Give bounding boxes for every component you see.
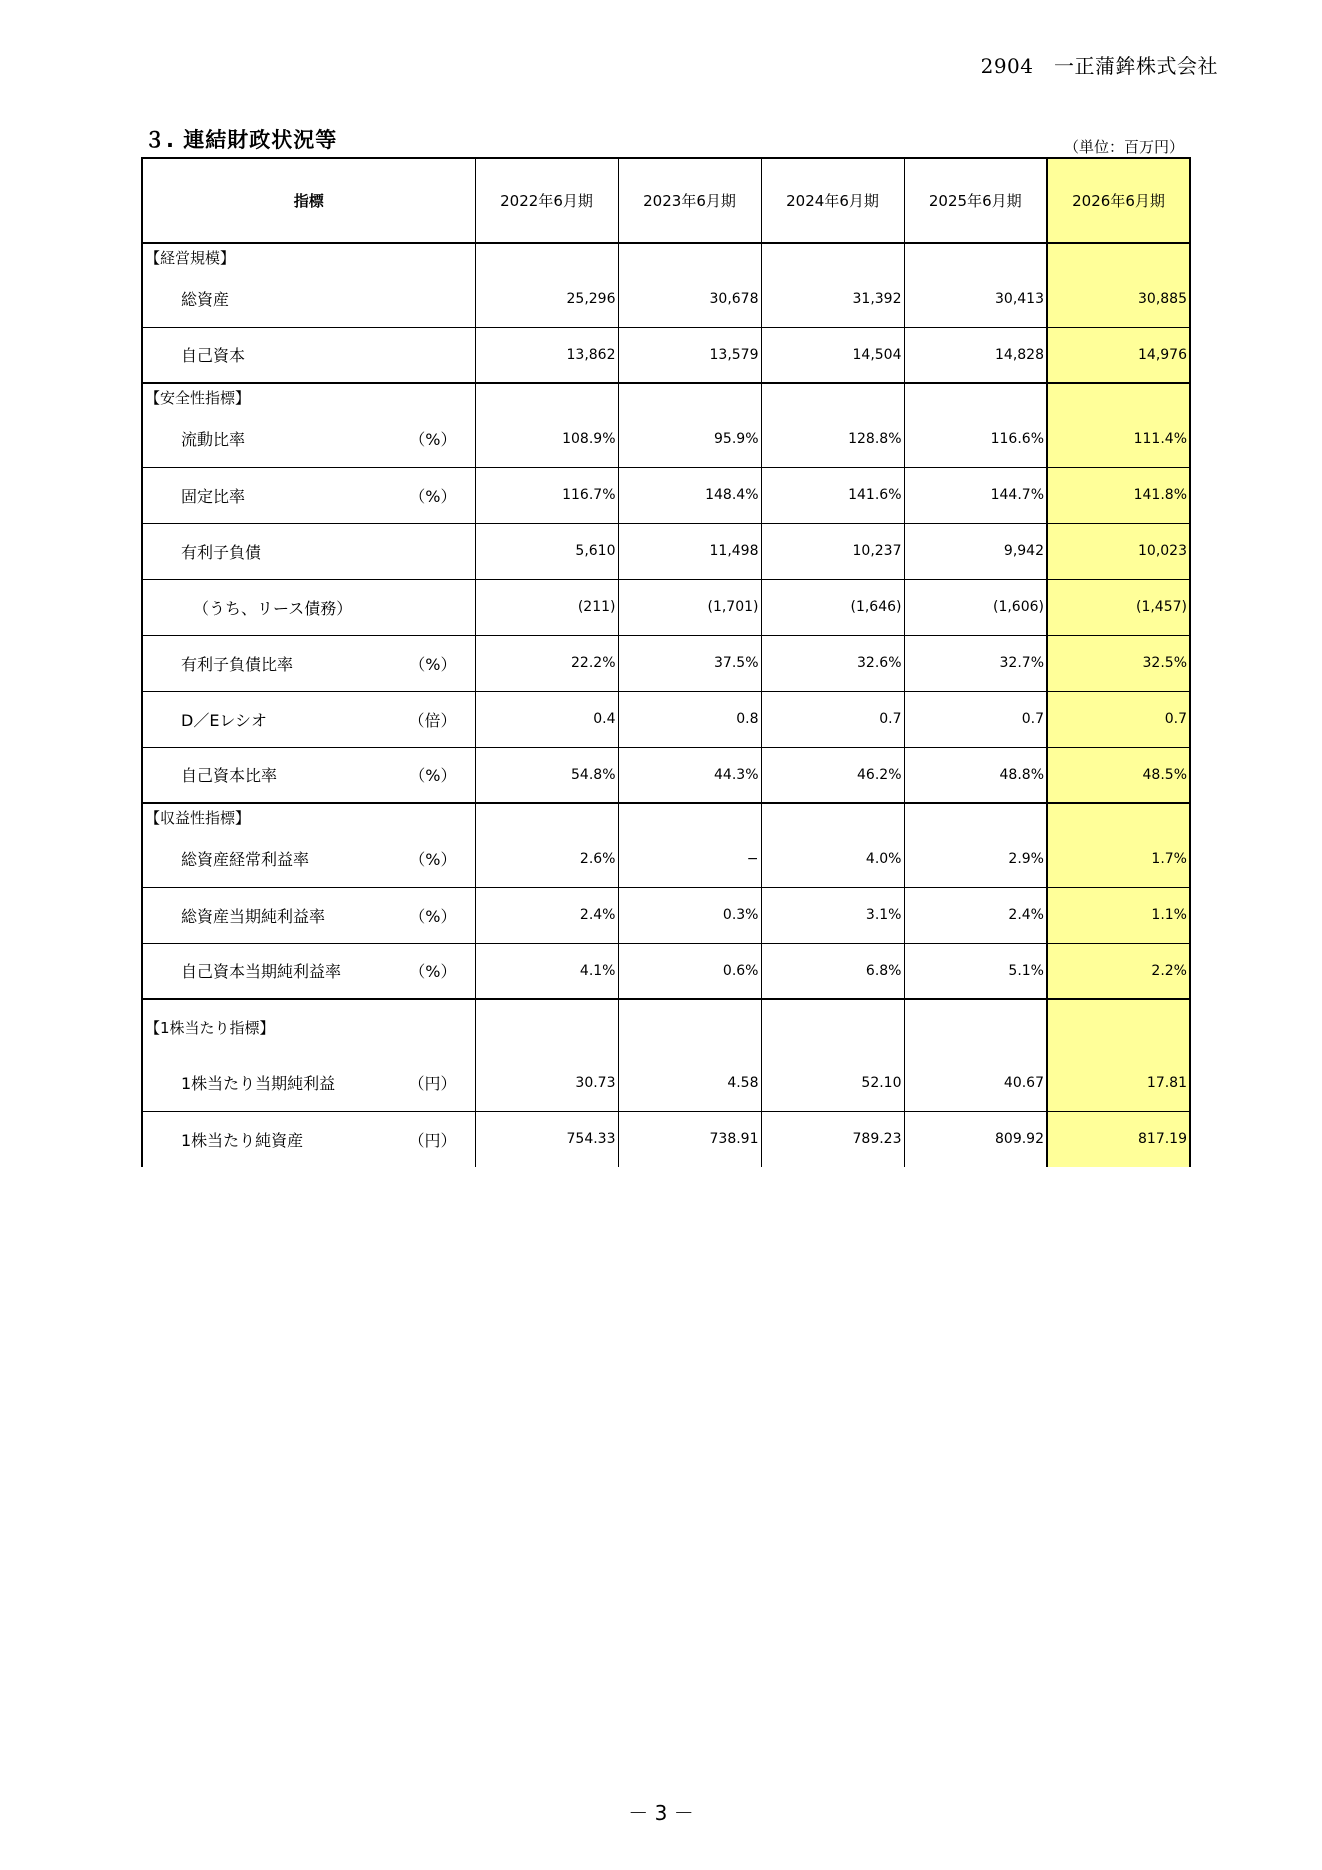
unit-label: （単位：百万円）: [1064, 138, 1185, 156]
row-label-cell: [142, 747, 475, 803]
table-body: [142, 243, 1190, 1167]
row-label-wrap: [143, 427, 475, 450]
row-unit: （%）: [409, 430, 457, 450]
value-cell: 30,885: [1047, 271, 1190, 327]
value-cell: 14,976: [1047, 327, 1190, 383]
row-label-wrap: [143, 596, 475, 619]
group-cell-highlight: [1047, 999, 1190, 1055]
row-label: 自己資本比率: [181, 766, 278, 786]
group-cell: [904, 999, 1047, 1055]
row-unit: （倍）: [408, 710, 457, 730]
group-cell: [761, 999, 904, 1055]
group-cell: [618, 383, 761, 411]
row-label: 総資産: [181, 290, 230, 310]
row-label-wrap: [143, 1128, 475, 1151]
row-unit: （%）: [409, 906, 457, 926]
group-row: [142, 803, 1190, 831]
group-cell-highlight: [1047, 243, 1190, 271]
value-cell: 30,413: [904, 271, 1047, 327]
row-label-cell: [142, 271, 475, 327]
value-cell: 32.6%: [761, 635, 904, 691]
row-label: 総資産当期純利益率: [181, 906, 326, 926]
table-header-row: [142, 158, 1190, 243]
value-cell: 48.8%: [904, 747, 1047, 803]
row-label-wrap: [143, 708, 475, 731]
table-row: [142, 271, 1190, 327]
value-cell: 1.7%: [1047, 831, 1190, 887]
value-cell: 2.6%: [475, 831, 618, 887]
row-label-cell: [142, 691, 475, 747]
table-row: [142, 467, 1190, 523]
value-cell: 14,504: [761, 327, 904, 383]
value-cell: 2.4%: [904, 887, 1047, 943]
value-cell: 13,862: [475, 327, 618, 383]
group-cell: [761, 243, 904, 271]
group-cell: [761, 803, 904, 831]
row-unit: （%）: [409, 654, 457, 674]
value-cell: 9,942: [904, 523, 1047, 579]
header-2022: 2022年6月期: [475, 158, 618, 243]
group-cell: [618, 803, 761, 831]
value-cell: 128.8%: [761, 411, 904, 467]
row-label-wrap: [143, 540, 475, 563]
group-row: [142, 243, 1190, 271]
value-cell: 0.3%: [618, 887, 761, 943]
value-cell: 754.33: [475, 1111, 618, 1167]
row-label: 有利子負債: [181, 542, 262, 562]
header-indicator: 指標: [142, 158, 475, 243]
value-cell: 0.7: [1047, 691, 1190, 747]
value-cell: 4.58: [618, 1055, 761, 1111]
group-row: [142, 999, 1190, 1055]
value-cell: 10,237: [761, 523, 904, 579]
value-cell: 48.5%: [1047, 747, 1190, 803]
value-cell: 738.91: [618, 1111, 761, 1167]
section-title: ３. 連結財政状況等: [144, 128, 338, 152]
value-cell: 44.3%: [618, 747, 761, 803]
row-label: 固定比率: [181, 486, 246, 506]
value-cell: 5,610: [475, 523, 618, 579]
table-row: [142, 1055, 1190, 1111]
group-cell-highlight: [1047, 383, 1190, 411]
row-label-wrap: [143, 1071, 475, 1094]
value-cell: −: [618, 831, 761, 887]
group-cell: [475, 803, 618, 831]
table-row: [142, 691, 1190, 747]
value-cell: 54.8%: [475, 747, 618, 803]
row-label-cell: [142, 635, 475, 691]
group-label: 【収益性指標】: [142, 803, 475, 831]
group-cell: [475, 243, 618, 271]
row-label: 自己資本: [181, 346, 246, 366]
row-label: D／Eレシオ: [181, 710, 268, 730]
table-row: [142, 579, 1190, 635]
row-label: 流動比率: [181, 430, 246, 450]
value-cell: 4.0%: [761, 831, 904, 887]
row-label-cell: [142, 579, 475, 635]
value-cell: 809.92: [904, 1111, 1047, 1167]
row-unit: （円）: [408, 1074, 457, 1094]
row-label-wrap: [143, 959, 475, 982]
value-cell: 789.23: [761, 1111, 904, 1167]
value-cell: 40.67: [904, 1055, 1047, 1111]
row-label-wrap: [143, 904, 475, 927]
value-cell: 22.2%: [475, 635, 618, 691]
value-cell: 5.1%: [904, 943, 1047, 999]
value-cell: 31,392: [761, 271, 904, 327]
value-cell: 0.8: [618, 691, 761, 747]
value-cell: 116.7%: [475, 467, 618, 523]
value-cell: (1,701): [618, 579, 761, 635]
row-unit: （%）: [409, 486, 457, 506]
table-row: [142, 635, 1190, 691]
value-cell: 0.7: [761, 691, 904, 747]
row-label-cell: [142, 467, 475, 523]
value-cell: 0.6%: [618, 943, 761, 999]
value-cell: (1,606): [904, 579, 1047, 635]
row-label-cell: [142, 1055, 475, 1111]
value-cell: 144.7%: [904, 467, 1047, 523]
table-row: [142, 327, 1190, 383]
header-2023: 2023年6月期: [618, 158, 761, 243]
value-cell: 6.8%: [761, 943, 904, 999]
table-row: [142, 747, 1190, 803]
value-cell: 32.7%: [904, 635, 1047, 691]
financial-table: [141, 157, 1191, 1167]
value-cell: 0.7: [904, 691, 1047, 747]
value-cell: 46.2%: [761, 747, 904, 803]
group-cell: [904, 383, 1047, 411]
row-label: 総資産経常利益率: [181, 850, 310, 870]
group-label: 【1株当たり指標】: [142, 999, 475, 1055]
group-cell: [761, 383, 904, 411]
group-label: 【安全性指標】: [142, 383, 475, 411]
value-cell: 116.6%: [904, 411, 1047, 467]
value-cell: (211): [475, 579, 618, 635]
group-label: 【経営規模】: [142, 243, 475, 271]
value-cell: 111.4%: [1047, 411, 1190, 467]
value-cell: 141.8%: [1047, 467, 1190, 523]
value-cell: 141.6%: [761, 467, 904, 523]
row-label-wrap: [143, 652, 475, 675]
page-number: － 3 －: [628, 1801, 694, 1825]
header-2025: 2025年6月期: [904, 158, 1047, 243]
value-cell: 95.9%: [618, 411, 761, 467]
row-unit: （円）: [408, 1130, 457, 1150]
value-cell: 2.4%: [475, 887, 618, 943]
value-cell: 10,023: [1047, 523, 1190, 579]
group-cell: [618, 999, 761, 1055]
header-2024: 2024年6月期: [761, 158, 904, 243]
value-cell: 30,678: [618, 271, 761, 327]
value-cell: 3.1%: [761, 887, 904, 943]
table-row: [142, 887, 1190, 943]
value-cell: 52.10: [761, 1055, 904, 1111]
row-label-wrap: [143, 287, 475, 310]
row-label-cell: [142, 831, 475, 887]
row-label: 有利子負債比率: [181, 654, 294, 674]
row-label: 自己資本当期純利益率: [181, 962, 342, 982]
row-label-cell: [142, 327, 475, 383]
row-label-wrap: [143, 484, 475, 507]
row-label-cell: [142, 887, 475, 943]
value-cell: 148.4%: [618, 467, 761, 523]
value-cell: 4.1%: [475, 943, 618, 999]
row-unit: （%）: [409, 850, 457, 870]
group-cell: [618, 243, 761, 271]
value-cell: 32.5%: [1047, 635, 1190, 691]
row-label-cell: [142, 943, 475, 999]
value-cell: 13,579: [618, 327, 761, 383]
group-cell: [904, 243, 1047, 271]
value-cell: 17.81: [1047, 1055, 1190, 1111]
row-label: （うち、リース債務）: [193, 598, 353, 618]
table-row: [142, 831, 1190, 887]
row-unit: （%）: [409, 962, 457, 982]
value-cell: (1,457): [1047, 579, 1190, 635]
table-row: [142, 523, 1190, 579]
group-cell: [475, 383, 618, 411]
value-cell: 25,296: [475, 271, 618, 327]
table-row: [142, 411, 1190, 467]
row-label-wrap: [143, 847, 475, 870]
value-cell: 14,828: [904, 327, 1047, 383]
header-2026: 2026年6月期: [1047, 158, 1190, 243]
row-label-wrap: [143, 343, 475, 366]
row-label-cell: [142, 523, 475, 579]
value-cell: 37.5%: [618, 635, 761, 691]
value-cell: 108.9%: [475, 411, 618, 467]
value-cell: 1.1%: [1047, 887, 1190, 943]
row-label: 1株当たり当期純利益: [181, 1074, 336, 1094]
value-cell: (1,646): [761, 579, 904, 635]
value-cell: 2.2%: [1047, 943, 1190, 999]
value-cell: 0.4: [475, 691, 618, 747]
value-cell: 2.9%: [904, 831, 1047, 887]
group-cell-highlight: [1047, 803, 1190, 831]
table-row: [142, 1111, 1190, 1167]
group-row: [142, 383, 1190, 411]
row-label: 1株当たり純資産: [181, 1130, 304, 1150]
value-cell: 30.73: [475, 1055, 618, 1111]
value-cell: 11,498: [618, 523, 761, 579]
value-cell: 817.19: [1047, 1111, 1190, 1167]
company-name: 2904 一正蒲鉾株式会社: [980, 54, 1218, 78]
row-unit: （%）: [409, 766, 457, 786]
row-label-cell: [142, 1111, 475, 1167]
group-cell: [904, 803, 1047, 831]
row-label-cell: [142, 411, 475, 467]
row-label-wrap: [143, 763, 475, 786]
group-cell: [475, 999, 618, 1055]
table-row: [142, 943, 1190, 999]
